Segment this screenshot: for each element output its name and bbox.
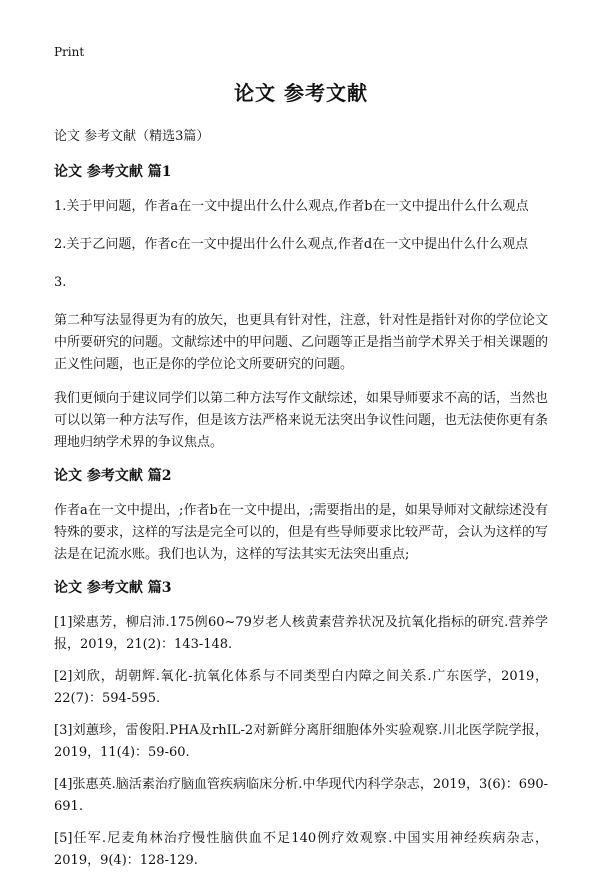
list-item: 2.关于乙问题，作者c在一文中提出什么什么观点,作者d在一文中提出什么什么观点 <box>54 237 529 252</box>
reference-item: [1]梁惠芳，柳启沛.175例60~79岁老人核黄素营养状况及抗氧化指标的研究.营养学报，2019，21(2)：143-148. <box>54 615 548 652</box>
list-item: 1.关于甲问题，作者a在一文中提出什么什么观点,作者b在一文中提出什么什么观点 <box>54 199 529 214</box>
reference-item: [4]张惠英.脑活素治疗脑血管疾病临床分析.中华现代内科学杂志，2019，3(6)：690-691. <box>54 777 548 814</box>
print-label[interactable]: Print <box>54 45 85 59</box>
section-heading-3: 论文 参考文献 篇3 <box>54 580 172 596</box>
section-heading-1: 论文 参考文献 篇1 <box>54 164 172 180</box>
page-title: 论文 参考文献 <box>234 81 368 105</box>
section-heading-2: 论文 参考文献 篇2 <box>54 468 172 484</box>
reference-item: [5]任军.尼麦角林治疗慢性脑供血不足140例疗效观察.中国实用神经疾病杂志，2019，9(4)：128-129. <box>54 831 548 868</box>
section-2 <box>54 466 548 566</box>
document-subtitle: 论文 参考文献（精选3篇） <box>54 129 210 144</box>
paragraph: 我们更倾向于建议同学们以第二种方法写作文献综述，如果导师要求不高的话，当然也可以以第一种方法写作，但是该方法严格来说无法突出争议性问题，也无法使你更有条理地归纳学术界的争议焦点。 <box>54 391 549 450</box>
list-item: 3. <box>54 275 67 290</box>
paragraph: 作者a在一文中提出，;作者b在一文中提出，;需要指出的是，如果导师对文献综述没有特殊的要求，这样的写法是完全可以的，但是有些导师要求比较严苛，会认为这样的写法是在记流水账。我们也认为，这样的写法其实无法突出重点; <box>54 503 549 562</box>
section-1 <box>54 162 548 454</box>
paragraph: 第二种写法显得更为有的放矢，也更具有针对性，注意，针对性是指针对你的学位论文中所要研究的问题。文献综述中的甲问题、乙问题等正是指当前学术界关于相关课题的正义性问题，也正是你的学位论文所要研究的问题。 <box>54 313 549 372</box>
reference-item: [2]刘欣，胡朝辉.氧化-抗氧化体系与不同类型白内障之间关系.广东医学，2019，22(7)：594-595. <box>54 669 548 706</box>
reference-item: [3]刘蕙珍，雷俊阳.PHA及rhIL-2对新鲜分离肝细胞体外实验观察.川北医学院学报，2019，11(4)：59-60. <box>54 723 548 760</box>
